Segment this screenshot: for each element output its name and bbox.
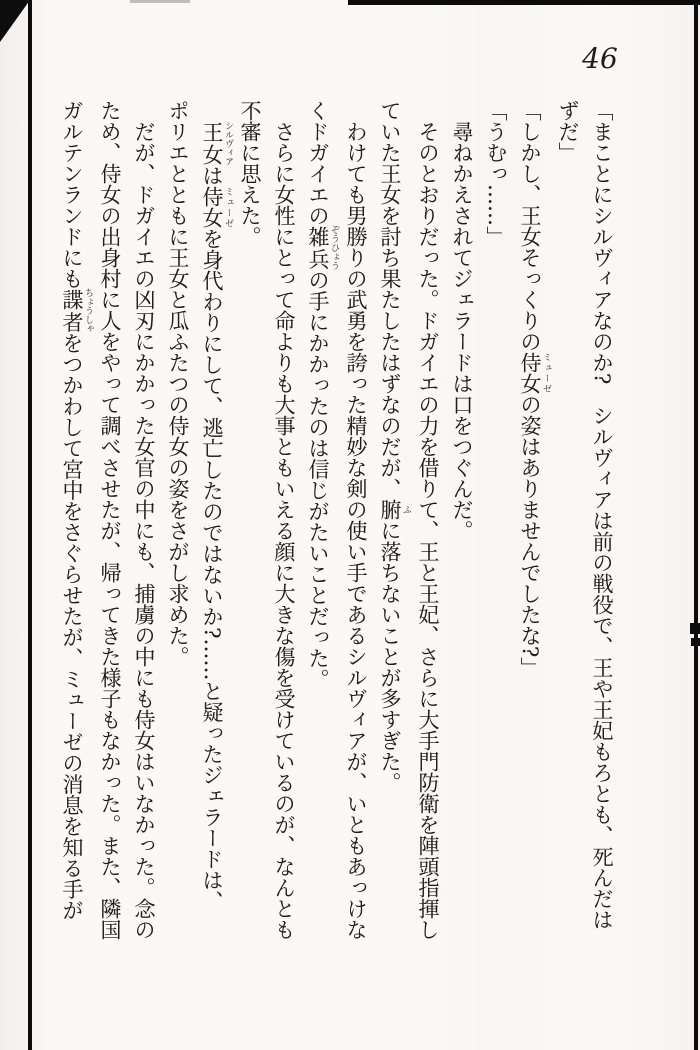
furigana-ruby: 諜者 ちょうしゃ [60, 288, 93, 334]
text-column: さらに女性にとって命よりも大事ともいえる顔に大きな傷を受けているのが、なんとも [272, 121, 296, 940]
text-column: 「まことにシルヴィアなのか? シルヴィアは前の戦役で、王や王妃もろとも、死んだは [590, 100, 614, 931]
text-column: ポリエとともに王女と瓜ふたつの侍女の姿をさがし求めた。 [166, 100, 190, 667]
text-column: ていた王女を討ち果たしたはずなのだが、腑 ふに落ちないことが多すぎた。 [378, 100, 411, 793]
furigana-ruby: 王女 シルヴィア [200, 121, 233, 166]
text-column: ガルテンランドにも諜者 ちょうしゃをつかわして宮中をさぐらせたが、ミューゼの消息を知る手が [60, 100, 93, 921]
text-column: そのとおりだった。ドガイエの力を借りて、王と王妃、さらに大手門防衛を陣頭指揮し [416, 121, 440, 940]
scan-edge-top-faint [130, 0, 190, 3]
text-columns [60, 100, 619, 962]
text-column: 尋ねかえされてジェラードは口をつぐんだ。 [450, 121, 474, 541]
page-number: 46 [582, 42, 618, 75]
scan-edge-top [348, 0, 700, 5]
furigana-ruby: 雑兵 ぞうひょう [306, 225, 339, 271]
scan-corner-blob [0, 0, 30, 42]
text-column: 「うむっ……」 [484, 100, 508, 247]
text-column: 「しかし、王女そっくりの侍女 ミューゼの姿はありませんでしたな?」 [518, 100, 551, 679]
furigana-ruby: 侍女 ミューゼ [200, 186, 233, 229]
furigana-ruby: 腑 ふ [378, 499, 411, 520]
scan-edge-right [694, 0, 698, 1050]
text-column: ため、侍女の出身村に人をやって調べさせたが、帰ってきた様子もなかった。また、隣国 [98, 100, 122, 940]
text-column: わけても男勝りの武勇を誇った精妙な剣の使い手であるシルヴィアが、いともあっけな [344, 121, 368, 940]
scan-edge-tick-2 [691, 638, 700, 646]
text-column: 不審に思えた。 [238, 100, 262, 247]
text-column: 王女 シルヴィアは侍女 ミューゼを身代わりにして、逃亡したのではないか?……と疑ったジェラードは、 [200, 121, 233, 912]
text-column: ずだ」 [556, 100, 580, 163]
text-column: だが、ドガイエの凶刃にかかった女官の中にも、捕虜の中にも侍女はいなかった。念の [132, 121, 156, 940]
furigana-ruby: 侍女 ミューゼ [518, 352, 551, 394]
scan-edge-left [28, 0, 32, 1050]
text-column: くドガイエの雑兵 ぞうひょうの手にかかったのは信じがたいことだった。 [306, 100, 339, 690]
scan-edge-tick-1 [690, 623, 700, 634]
